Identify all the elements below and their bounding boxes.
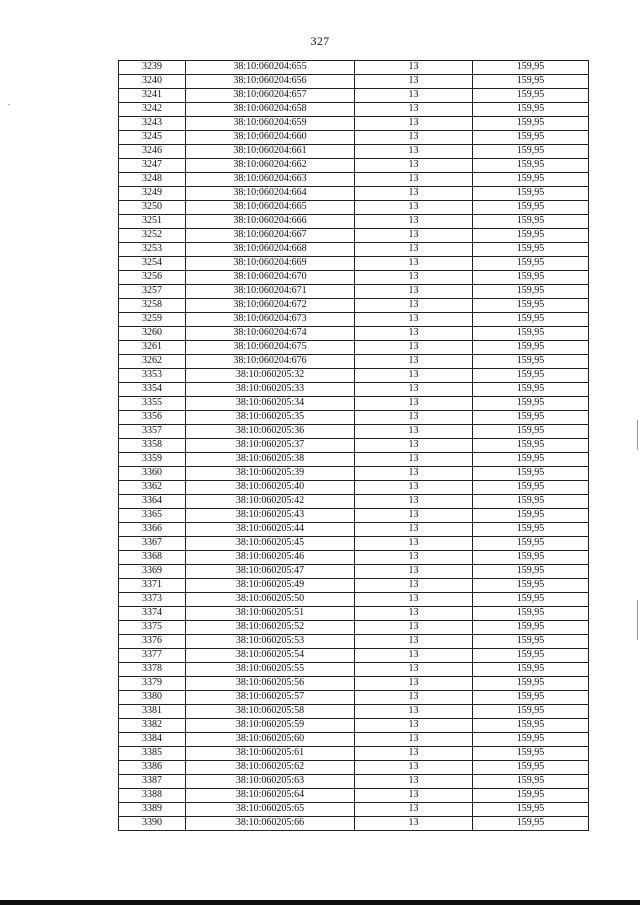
data-table [118,60,589,831]
row-number-cell: 3253 [119,243,186,257]
row-number-cell: 3258 [119,299,186,313]
table-row [119,677,589,691]
cadastral-number-cell: 38:10:060205:51 [186,607,355,621]
table-row [119,705,589,719]
amount-cell: 159,95 [473,313,589,327]
cadastral-number-cell: 38:10:060205:66 [186,817,355,831]
row-number-cell: 3386 [119,761,186,775]
row-number-cell: 3261 [119,341,186,355]
row-number-cell: 3240 [119,75,186,89]
quantity-cell: 13 [355,761,473,775]
quantity-cell: 13 [355,355,473,369]
row-number-cell: 3371 [119,579,186,593]
row-number-cell: 3378 [119,663,186,677]
quantity-cell: 13 [355,159,473,173]
table-row [119,733,589,747]
row-number-cell: 3387 [119,775,186,789]
cadastral-number-cell: 38:10:060205:65 [186,803,355,817]
table-row [119,719,589,733]
table-row [119,789,589,803]
table-row [119,495,589,509]
row-number-cell: 3381 [119,705,186,719]
amount-cell: 159,95 [473,775,589,789]
row-number-cell: 3247 [119,159,186,173]
row-number-cell: 3366 [119,523,186,537]
row-number-cell: 3362 [119,481,186,495]
amount-cell: 159,95 [473,61,589,75]
amount-cell: 159,95 [473,383,589,397]
quantity-cell: 13 [355,649,473,663]
amount-cell: 159,95 [473,453,589,467]
row-number-cell: 3369 [119,565,186,579]
amount-cell: 159,95 [473,789,589,803]
row-number-cell: 3252 [119,229,186,243]
quantity-cell: 13 [355,817,473,831]
cadastral-number-cell: 38:10:060205:60 [186,733,355,747]
row-number-cell: 3353 [119,369,186,383]
table-row [119,649,589,663]
cadastral-number-cell: 38:10:060205:64 [186,789,355,803]
cadastral-number-cell: 38:10:060205:45 [186,537,355,551]
quantity-cell: 13 [355,383,473,397]
amount-cell: 159,95 [473,621,589,635]
cadastral-number-cell: 38:10:060205:52 [186,621,355,635]
table-row [119,299,589,313]
table-row [119,579,589,593]
row-number-cell: 3389 [119,803,186,817]
cadastral-number-cell: 38:10:060205:38 [186,453,355,467]
row-number-cell: 3260 [119,327,186,341]
amount-cell: 159,95 [473,817,589,831]
cadastral-number-cell: 38:10:060204:668 [186,243,355,257]
cadastral-number-cell: 38:10:060205:46 [186,551,355,565]
cadastral-number-cell: 38:10:060205:61 [186,747,355,761]
amount-cell: 159,95 [473,719,589,733]
table-row [119,635,589,649]
amount-cell: 159,95 [473,89,589,103]
table-row [119,285,589,299]
cadastral-number-cell: 38:10:060205:32 [186,369,355,383]
amount-cell: 159,95 [473,215,589,229]
amount-cell: 159,95 [473,341,589,355]
row-number-cell: 3357 [119,425,186,439]
table-row [119,159,589,173]
table-row [119,243,589,257]
cadastral-number-cell: 38:10:060204:656 [186,75,355,89]
table-row [119,145,589,159]
row-number-cell: 3250 [119,201,186,215]
row-number-cell: 3385 [119,747,186,761]
table-row [119,607,589,621]
scan-edge-mark [637,420,638,450]
cadastral-number-cell: 38:10:060205:55 [186,663,355,677]
cadastral-number-cell: 38:10:060204:672 [186,299,355,313]
amount-cell: 159,95 [473,747,589,761]
amount-cell: 159,95 [473,705,589,719]
cadastral-number-cell: 38:10:060205:63 [186,775,355,789]
cadastral-number-cell: 38:10:060205:36 [186,425,355,439]
amount-cell: 159,95 [473,663,589,677]
quantity-cell: 13 [355,481,473,495]
table-row [119,803,589,817]
row-number-cell: 3376 [119,635,186,649]
table-row [119,131,589,145]
cadastral-number-cell: 38:10:060204:664 [186,187,355,201]
quantity-cell: 13 [355,201,473,215]
row-number-cell: 3374 [119,607,186,621]
table-row [119,89,589,103]
amount-cell: 159,95 [473,271,589,285]
amount-cell: 159,95 [473,495,589,509]
amount-cell: 159,95 [473,509,589,523]
scan-edge-mark [637,600,638,640]
table-row [119,103,589,117]
cadastral-number-cell: 38:10:060204:657 [186,89,355,103]
amount-cell: 159,95 [473,229,589,243]
amount-cell: 159,95 [473,397,589,411]
cadastral-number-cell: 38:10:060204:676 [186,355,355,369]
cadastral-number-cell: 38:10:060205:33 [186,383,355,397]
cadastral-number-cell: 38:10:060205:39 [186,467,355,481]
quantity-cell: 13 [355,719,473,733]
table-row [119,173,589,187]
quantity-cell: 13 [355,551,473,565]
row-number-cell: 3254 [119,257,186,271]
row-number-cell: 3390 [119,817,186,831]
quantity-cell: 13 [355,635,473,649]
cadastral-number-cell: 38:10:060205:42 [186,495,355,509]
quantity-cell: 13 [355,495,473,509]
table-row [119,747,589,761]
cadastral-number-cell: 38:10:060204:671 [186,285,355,299]
table-row [119,621,589,635]
quantity-cell: 13 [355,187,473,201]
amount-cell: 159,95 [473,243,589,257]
amount-cell: 159,95 [473,607,589,621]
row-number-cell: 3257 [119,285,186,299]
cadastral-number-cell: 38:10:060204:658 [186,103,355,117]
row-number-cell: 3248 [119,173,186,187]
row-number-cell: 3364 [119,495,186,509]
amount-cell: 159,95 [473,551,589,565]
quantity-cell: 13 [355,397,473,411]
quantity-cell: 13 [355,341,473,355]
quantity-cell: 13 [355,61,473,75]
cadastral-number-cell: 38:10:060205:49 [186,579,355,593]
quantity-cell: 13 [355,523,473,537]
row-number-cell: 3367 [119,537,186,551]
row-number-cell: 3382 [119,719,186,733]
amount-cell: 159,95 [473,649,589,663]
row-number-cell: 3249 [119,187,186,201]
cadastral-number-cell: 38:10:060204:667 [186,229,355,243]
row-number-cell: 3380 [119,691,186,705]
quantity-cell: 13 [355,453,473,467]
amount-cell: 159,95 [473,579,589,593]
cadastral-number-cell: 38:10:060204:663 [186,173,355,187]
row-number-cell: 3256 [119,271,186,285]
table-row [119,397,589,411]
table-row [119,229,589,243]
quantity-cell: 13 [355,89,473,103]
quantity-cell: 13 [355,75,473,89]
table-row [119,187,589,201]
cadastral-number-cell: 38:10:060205:57 [186,691,355,705]
cadastral-number-cell: 38:10:060205:53 [186,635,355,649]
cadastral-number-cell: 38:10:060204:661 [186,145,355,159]
table-row [119,565,589,579]
amount-cell: 159,95 [473,159,589,173]
scan-bottom-edge [0,900,640,905]
row-number-cell: 3259 [119,313,186,327]
table-row [119,411,589,425]
amount-cell: 159,95 [473,593,589,607]
quantity-cell: 13 [355,257,473,271]
quantity-cell: 13 [355,621,473,635]
amount-cell: 159,95 [473,173,589,187]
cadastral-number-cell: 38:10:060205:34 [186,397,355,411]
cadastral-number-cell: 38:10:060205:37 [186,439,355,453]
cadastral-number-cell: 38:10:060205:43 [186,509,355,523]
row-number-cell: 3384 [119,733,186,747]
scan-mark [8,104,10,105]
amount-cell: 159,95 [473,537,589,551]
table-row [119,817,589,831]
quantity-cell: 13 [355,327,473,341]
table-body [119,61,589,831]
amount-cell: 159,95 [473,257,589,271]
amount-cell: 159,95 [473,691,589,705]
table-row [119,257,589,271]
amount-cell: 159,95 [473,327,589,341]
quantity-cell: 13 [355,411,473,425]
quantity-cell: 13 [355,775,473,789]
row-number-cell: 3239 [119,61,186,75]
quantity-cell: 13 [355,243,473,257]
quantity-cell: 13 [355,229,473,243]
table-row [119,355,589,369]
amount-cell: 159,95 [473,523,589,537]
quantity-cell: 13 [355,663,473,677]
cadastral-number-cell: 38:10:060205:54 [186,649,355,663]
amount-cell: 159,95 [473,117,589,131]
quantity-cell: 13 [355,103,473,117]
row-number-cell: 3388 [119,789,186,803]
row-number-cell: 3355 [119,397,186,411]
quantity-cell: 13 [355,789,473,803]
cadastral-number-cell: 38:10:060204:659 [186,117,355,131]
cadastral-number-cell: 38:10:060205:35 [186,411,355,425]
amount-cell: 159,95 [473,733,589,747]
cadastral-number-cell: 38:10:060204:665 [186,201,355,215]
table-row [119,453,589,467]
row-number-cell: 3379 [119,677,186,691]
quantity-cell: 13 [355,803,473,817]
amount-cell: 159,95 [473,201,589,215]
amount-cell: 159,95 [473,285,589,299]
cadastral-number-cell: 38:10:060204:669 [186,257,355,271]
cadastral-number-cell: 38:10:060204:655 [186,61,355,75]
quantity-cell: 13 [355,691,473,705]
amount-cell: 159,95 [473,425,589,439]
quantity-cell: 13 [355,215,473,229]
amount-cell: 159,95 [473,187,589,201]
amount-cell: 159,95 [473,565,589,579]
quantity-cell: 13 [355,145,473,159]
quantity-cell: 13 [355,271,473,285]
row-number-cell: 3241 [119,89,186,103]
amount-cell: 159,95 [473,803,589,817]
table-row [119,593,589,607]
row-number-cell: 3245 [119,131,186,145]
table-row [119,481,589,495]
cadastral-number-cell: 38:10:060205:40 [186,481,355,495]
quantity-cell: 13 [355,677,473,691]
cadastral-number-cell: 38:10:060204:673 [186,313,355,327]
cadastral-number-cell: 38:10:060205:44 [186,523,355,537]
row-number-cell: 3360 [119,467,186,481]
amount-cell: 159,95 [473,677,589,691]
quantity-cell: 13 [355,537,473,551]
amount-cell: 159,95 [473,145,589,159]
row-number-cell: 3356 [119,411,186,425]
cadastral-number-cell: 38:10:060205:56 [186,677,355,691]
table-row [119,537,589,551]
table-row [119,369,589,383]
quantity-cell: 13 [355,369,473,383]
cadastral-number-cell: 38:10:060204:674 [186,327,355,341]
row-number-cell: 3246 [119,145,186,159]
quantity-cell: 13 [355,607,473,621]
quantity-cell: 13 [355,285,473,299]
row-number-cell: 3375 [119,621,186,635]
table-row [119,509,589,523]
quantity-cell: 13 [355,467,473,481]
table-row [119,313,589,327]
quantity-cell: 13 [355,509,473,523]
table-row [119,215,589,229]
row-number-cell: 3262 [119,355,186,369]
table-row [119,761,589,775]
table-row [119,341,589,355]
table-row [119,439,589,453]
quantity-cell: 13 [355,299,473,313]
cadastral-number-cell: 38:10:060205:62 [186,761,355,775]
table-row [119,775,589,789]
table-row [119,75,589,89]
row-number-cell: 3365 [119,509,186,523]
row-number-cell: 3251 [119,215,186,229]
amount-cell: 159,95 [473,481,589,495]
quantity-cell: 13 [355,565,473,579]
table-row [119,551,589,565]
row-number-cell: 3242 [119,103,186,117]
row-number-cell: 3359 [119,453,186,467]
quantity-cell: 13 [355,593,473,607]
table-row [119,467,589,481]
table-row [119,327,589,341]
cadastral-number-cell: 38:10:060204:660 [186,131,355,145]
amount-cell: 159,95 [473,411,589,425]
quantity-cell: 13 [355,313,473,327]
table-row [119,691,589,705]
cadastral-number-cell: 38:10:060205:59 [186,719,355,733]
amount-cell: 159,95 [473,75,589,89]
amount-cell: 159,95 [473,355,589,369]
quantity-cell: 13 [355,425,473,439]
amount-cell: 159,95 [473,131,589,145]
table-row [119,117,589,131]
row-number-cell: 3373 [119,593,186,607]
row-number-cell: 3368 [119,551,186,565]
amount-cell: 159,95 [473,369,589,383]
row-number-cell: 3358 [119,439,186,453]
amount-cell: 159,95 [473,439,589,453]
table-row [119,663,589,677]
quantity-cell: 13 [355,705,473,719]
cadastral-number-cell: 38:10:060205:50 [186,593,355,607]
table-row [119,383,589,397]
quantity-cell: 13 [355,579,473,593]
cadastral-number-cell: 38:10:060205:47 [186,565,355,579]
row-number-cell: 3377 [119,649,186,663]
quantity-cell: 13 [355,747,473,761]
amount-cell: 159,95 [473,103,589,117]
cadastral-number-cell: 38:10:060204:670 [186,271,355,285]
quantity-cell: 13 [355,439,473,453]
cadastral-number-cell: 38:10:060205:58 [186,705,355,719]
table-row [119,425,589,439]
amount-cell: 159,95 [473,467,589,481]
table-row [119,271,589,285]
cadastral-number-cell: 38:10:060204:675 [186,341,355,355]
amount-cell: 159,95 [473,761,589,775]
table-row [119,201,589,215]
amount-cell: 159,95 [473,299,589,313]
page-number: 327 [310,34,330,48]
quantity-cell: 13 [355,117,473,131]
cadastral-number-cell: 38:10:060204:662 [186,159,355,173]
table-row [119,61,589,75]
cadastral-number-cell: 38:10:060204:666 [186,215,355,229]
quantity-cell: 13 [355,733,473,747]
quantity-cell: 13 [355,173,473,187]
row-number-cell: 3243 [119,117,186,131]
row-number-cell: 3354 [119,383,186,397]
quantity-cell: 13 [355,131,473,145]
table-row [119,523,589,537]
amount-cell: 159,95 [473,635,589,649]
